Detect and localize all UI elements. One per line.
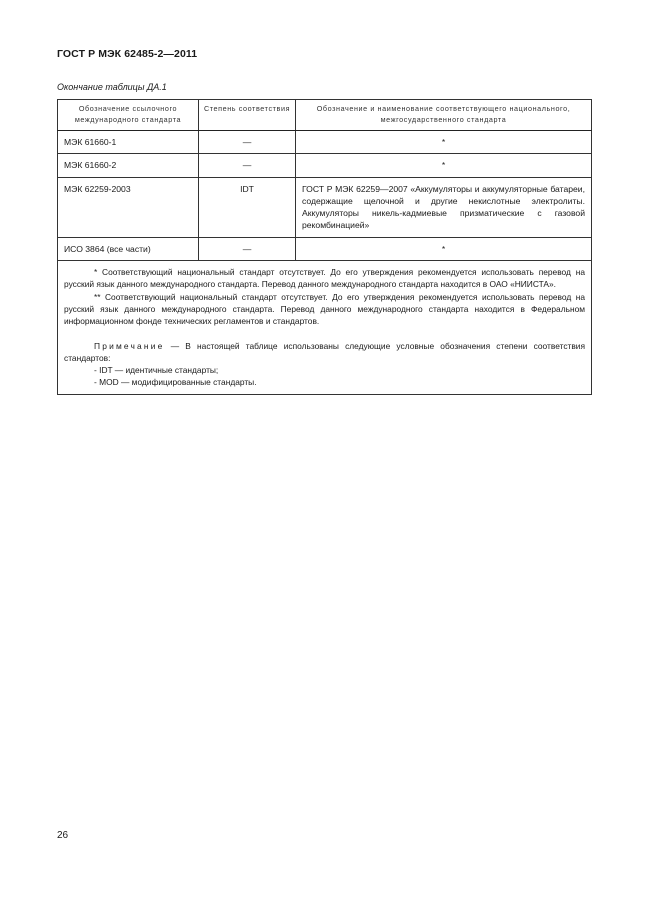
- standards-table: [57, 99, 592, 395]
- column-header-ref: Обозначение ссылочного международного стандарта: [58, 100, 199, 131]
- document-header: ГОСТ Р МЭК 62485-2—2011: [57, 48, 198, 60]
- cell-national: *: [296, 154, 592, 177]
- cell-degree: —: [199, 154, 296, 177]
- footnote-1: * Соответствующий национальный стандарт отсутствует. До его утверждения рекомендуется использовать перевод на русский язык данного международного стандарта. Перевод данного международного стандарта находится в ОАО «НИИСТА».: [64, 267, 585, 290]
- table-caption: Окончание таблицы ДА.1: [57, 82, 167, 92]
- cell-degree: —: [199, 131, 296, 154]
- cell-degree: —: [199, 237, 296, 260]
- column-header-national: Обозначение и наименование соответствующего национального, межгосударственного стандарта: [296, 100, 592, 131]
- table-row: [58, 154, 592, 177]
- cell-national: ГОСТ Р МЭК 62259—2007 «Аккумуляторы и аккумуляторные батареи, содержащие щелочной и другие некислотные электролиты. Аккумуляторы никель-кадмиевые призматические с газовой рекомбинацией»: [296, 177, 592, 237]
- cell-ref: МЭК 61660-2: [58, 154, 199, 177]
- cell-degree: IDT: [199, 177, 296, 237]
- note-paragraph: [64, 340, 585, 365]
- page-number: 26: [57, 830, 69, 841]
- footnote-2: ** Соответствующий национальный стандарт отсутствует. До его утверждения рекомендуется использовать перевод на русский язык данного международного стандарта. Перевод данного международного стандарта находится в Федеральном информационном фонде технических регламентов и стандартов.: [64, 291, 585, 327]
- cell-ref: МЭК 62259-2003: [58, 177, 199, 237]
- note-text: — В настоящей таблице использованы следующие условные обозначения степени соответствия стандартов:: [64, 340, 586, 363]
- table-row: [58, 131, 592, 154]
- column-header-degree: Степень соответствия: [199, 100, 296, 131]
- note-label: Примечание: [94, 340, 165, 351]
- cell-national: *: [296, 131, 592, 154]
- cell-national: *: [296, 237, 592, 260]
- table-notes: [58, 261, 592, 395]
- cell-ref: МЭК 61660-1: [58, 131, 199, 154]
- table-row: [58, 237, 592, 260]
- table-header-row: [58, 100, 592, 131]
- note-item-mod: - MOD — модифицированные стандарты.: [94, 377, 257, 388]
- table-row: [58, 177, 592, 237]
- note-item-idt: - IDT — идентичные стандарты;: [94, 365, 219, 376]
- cell-ref: ИСО 3864 (все части): [58, 237, 199, 260]
- table-notes-row: [58, 261, 592, 395]
